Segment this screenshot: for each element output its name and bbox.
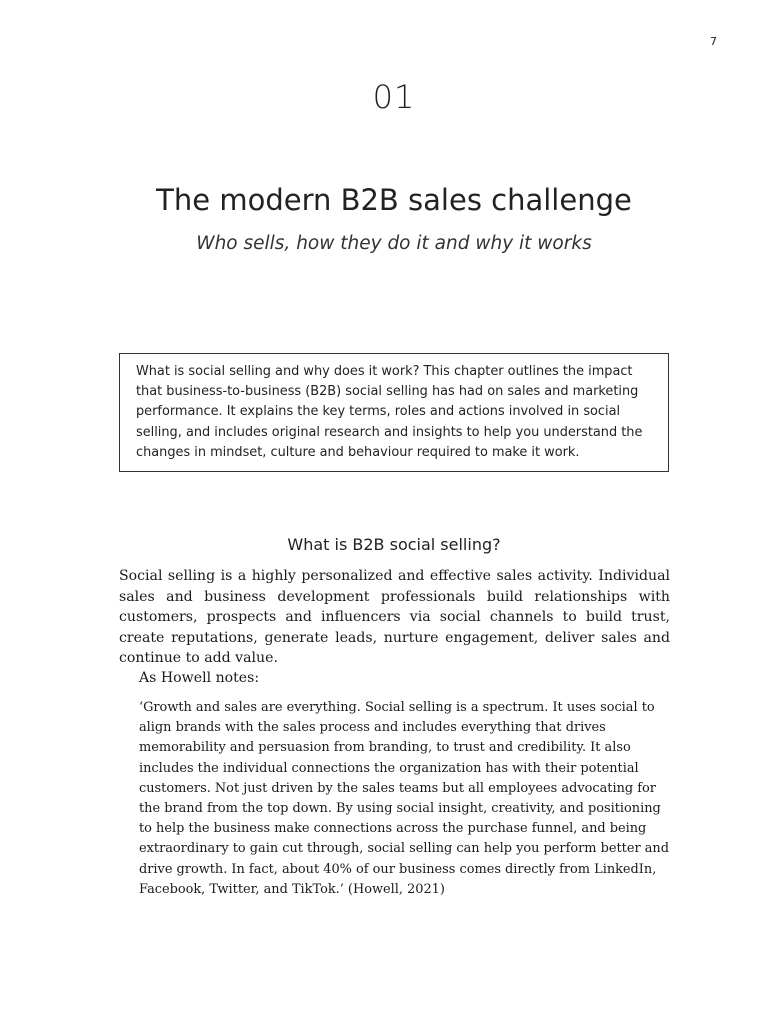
body-paragraph: Social selling is a highly personalized and effective sales activity. Individual sales and business development professionals build relationships with customers, prospects and influencers via social channels to build trust, create reputations, generate leads, nurture engagement, deliver sales and continue to add value. bbox=[119, 568, 670, 666]
chapter-title: The modern B2B sales challenge bbox=[156, 183, 632, 217]
block-quote: ‘Growth and sales are everything. Social selling is a spectrum. It uses social to align brands with the sales process and includes everything that drives memorability and persuasion from branding, to trust and credibility. It also includes the individual connections the organization has with their potential customers. Not just driven by the sales teams but all employees advocating for the brand from the top down. By using social insight, creativity, and positioning to help the business make connections across the purchase funnel, and being extraordinary to gain cut through, social selling can help you perform better and drive growth. In fact, about 40% of our business comes directly from LinkedIn, Facebook, Twitter, and TikTok.’ (Howell, 2021) bbox=[139, 700, 669, 897]
page-number: 7 bbox=[710, 35, 717, 48]
chapter-summary-box: What is social selling and why does it work? This chapter outlines the impact that business-to-business (B2B) social selling has had on sales and marketing performance. It explains the key terms, roles and actions involved in social selling, and includes original research and insights to help you understand the changes in mindset, culture and behaviour required to make it work. bbox=[119, 353, 669, 472]
quote-intro-line: As Howell notes: bbox=[139, 670, 260, 686]
section-heading: What is B2B social selling? bbox=[287, 535, 501, 554]
chapter-subtitle: Who sells, how they do it and why it works bbox=[196, 233, 592, 254]
chapter-number: 01 bbox=[372, 78, 416, 116]
